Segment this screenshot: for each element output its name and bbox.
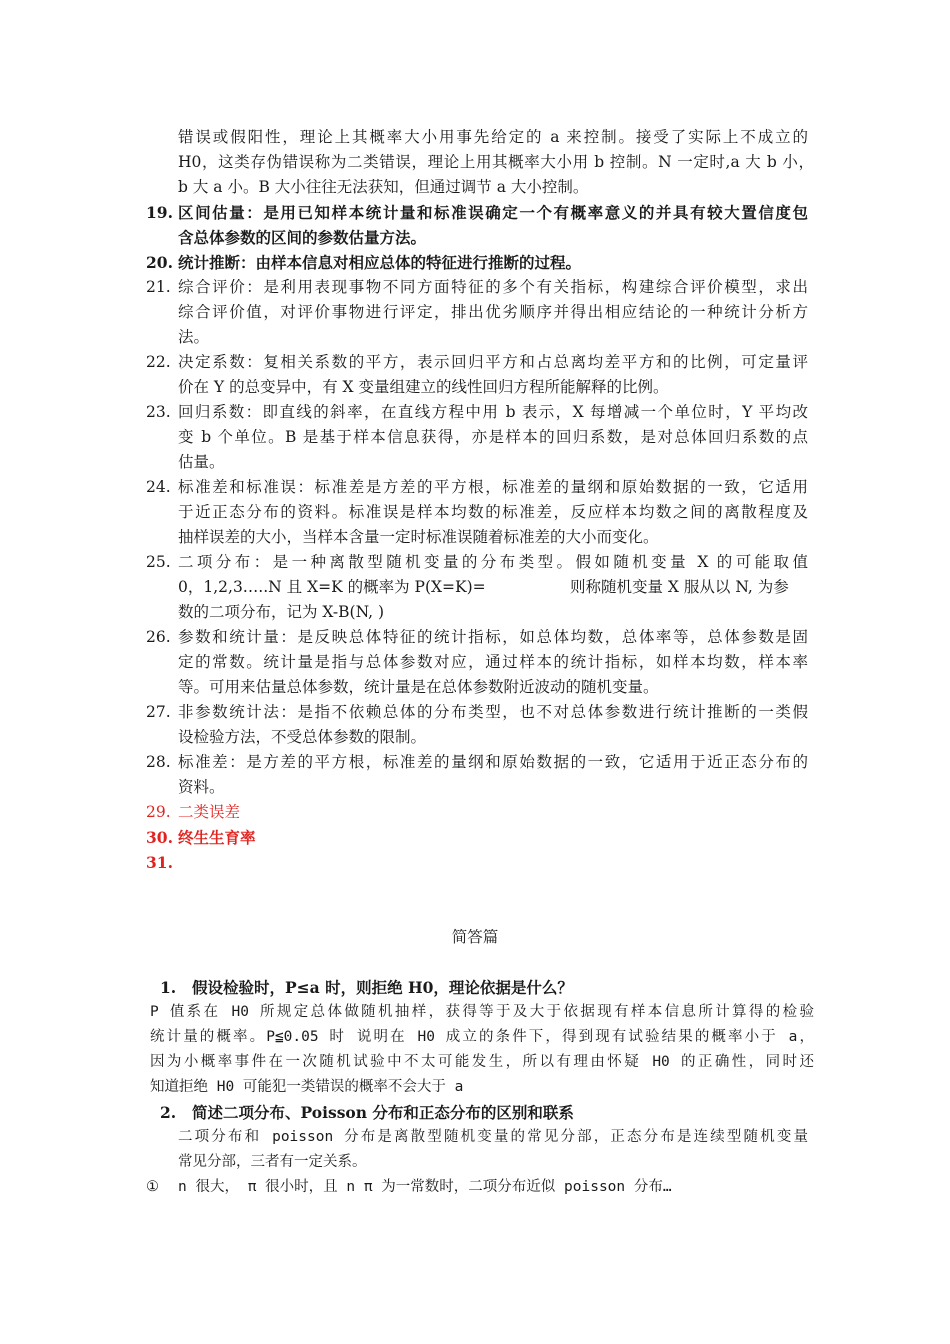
question-2-answer-line-1: 二项分布和 poisson 分布是离散型随机变量的常见分部，正态分布是连续型随机变量 — [178, 1129, 808, 1145]
item-23-number: 23. — [146, 403, 171, 421]
question-1-number: 1. — [160, 978, 177, 997]
item-28-line-1: 标准差：是方差的平方根，标准差的量纲和原始数据的一致，它适用于近正态分布的 — [178, 753, 808, 771]
question-2-answer-line-2: 常见分部，三者有一定关系。 — [178, 1154, 367, 1170]
item-29-line-1: 二类误差 — [178, 803, 241, 821]
intro-line-2: H0，这类存伪错误称为二类错误，理论上用其概率大小用 b 控制。N 一定时,a 大 b 小， — [178, 153, 814, 171]
question-1-answer-line-3: 因为小概率事件在一次随机试验中不太可能发生，所以有理由怀疑 H0 的正确性，同时还 — [150, 1054, 814, 1070]
item-31-number: 31. — [146, 853, 173, 872]
question-2-title: 简述二项分布、Poisson 分布和正态分布的区别和联系 — [192, 1103, 574, 1122]
item-19-line-2: 含总体参数的区间的参数估量方法。 — [178, 228, 427, 247]
item-25-number: 25. — [146, 553, 171, 571]
item-25-line-3: 数的二项分布，记为 X-B(N, ) — [178, 603, 385, 621]
question-2-circled-number-1: ① — [146, 1179, 159, 1195]
section-title: 简答篇 — [451, 928, 499, 946]
item-21-line-1: 综合评价：是利用表现事物不同方面特征的多个有关指标，构建综合评价模型，求出 — [178, 278, 808, 296]
item-24-number: 24. — [146, 478, 171, 496]
item-20-line-1: 统计推断：由样本信息对相应总体的特征进行推断的过程。 — [178, 253, 582, 272]
item-19-line-1: 区间估量：是用已知样本统计量和标准误确定一个有概率意义的并具有较大置信度包 — [178, 203, 808, 222]
item-26-line-1: 参数和统计量：是反映总体特征的统计指标，如总体均数，总体率等，总体参数是固 — [178, 628, 808, 646]
question-1-answer-line-2: 统计量的概率。P≦0.05 时 说明在 H0 成立的条件下，得到现有试验结果的概率小于 a， — [150, 1029, 814, 1045]
question-2-number: 2. — [160, 1103, 177, 1122]
item-25-line-2a: 0，1,2,3…..N 且 X=K 的概率为 P(X=K)= — [178, 578, 486, 596]
question-1-answer-line-1: P 值系在 H0 所规定总体做随机抽样，获得等于及大于依据现有样本信息所计算得的检验 — [150, 1004, 814, 1020]
item-30-line-1: 终生生育率 — [178, 828, 256, 847]
question-1-answer-line-4: 知道拒绝 H0 可能犯一类错误的概率不会大于 a — [150, 1079, 464, 1095]
item-22-line-2: 价在 Y 的总变异中，有 X 变量组建立的线性回归方程所能解释的比例。 — [178, 378, 669, 396]
item-25-line-1: 二项分布：是一种离散型随机变量的分布类型。假如随机变量 X 的可能取值 — [178, 553, 808, 571]
question-1-title: 假设检验时，P≤a 时，则拒绝 H0，理论依据是什么？ — [192, 978, 573, 997]
item-26-number: 26. — [146, 628, 171, 646]
item-28-line-2: 资料。 — [178, 778, 225, 796]
item-27-line-2: 设检验方法，不受总体参数的限制。 — [178, 728, 427, 746]
item-22-line-1: 决定系数：复相关系数的平方，表示回归平方和占总离均差平方和的比例，可定量评 — [178, 353, 808, 371]
item-26-line-2: 定的常数。统计量是指与总体参数对应，通过样本的统计指标，如样本均数，样本率 — [178, 653, 808, 671]
intro-line-3: b 大 a 小。B 大小往往无法获知，但通过调节 a 大小控制。 — [178, 178, 589, 196]
item-23-line-1: 回归系数：即直线的斜率，在直线方程中用 b 表示，X 每增减一个单位时，Y 平均改 — [178, 403, 808, 421]
item-25-line-2b: 则称随机变量 X 服从以 N, 为参 — [570, 578, 789, 596]
item-23-line-2: 变 b 个单位。B 是基于样本信息获得，亦是样本的回归系数，是对总体回归系数的点 — [178, 428, 808, 446]
item-22-number: 22. — [146, 353, 171, 371]
item-19-number: 19. — [146, 203, 173, 222]
question-2-point-1: n 很大， π 很小时，且 n π 为一常数时，二项分布近似 poisson 分布… — [178, 1179, 672, 1195]
item-27-line-1: 非参数统计法：是指不依赖总体的分布类型，也不对总体参数进行统计推断的一类假 — [178, 703, 808, 721]
item-23-line-3: 估量。 — [178, 453, 225, 471]
item-24-line-2: 于近正态分布的资料。标准误是样本均数的标准差，反应样本均数之间的离散程度及 — [178, 503, 808, 521]
item-26-line-3: 等。可用来估量总体参数，统计量是在总体参数附近波动的随机变量。 — [178, 678, 659, 696]
item-24-line-3: 抽样误差的大小，当样本含量一定时标准误随着标准差的大小而变化。 — [178, 528, 659, 546]
item-20-number: 20. — [146, 253, 173, 272]
item-28-number: 28. — [146, 753, 171, 771]
item-21-line-2: 综合评价值，对评价事物进行评定，排出优劣顺序并得出相应结论的一种统计分析方 — [178, 303, 808, 321]
item-27-number: 27. — [146, 703, 171, 721]
item-30-number: 30. — [146, 828, 173, 847]
item-21-line-3: 法。 — [178, 328, 210, 346]
item-24-line-1: 标准差和标准误：标准差是方差的平方根，标准差的量纲和原始数据的一致，它适用 — [178, 478, 808, 496]
item-29-number: 29. — [146, 803, 171, 821]
intro-line-1: 错误或假阳性，理论上其概率大小用事先给定的 a 来控制。接受了实际上不成立的 — [178, 128, 808, 146]
item-21-number: 21. — [146, 278, 171, 296]
